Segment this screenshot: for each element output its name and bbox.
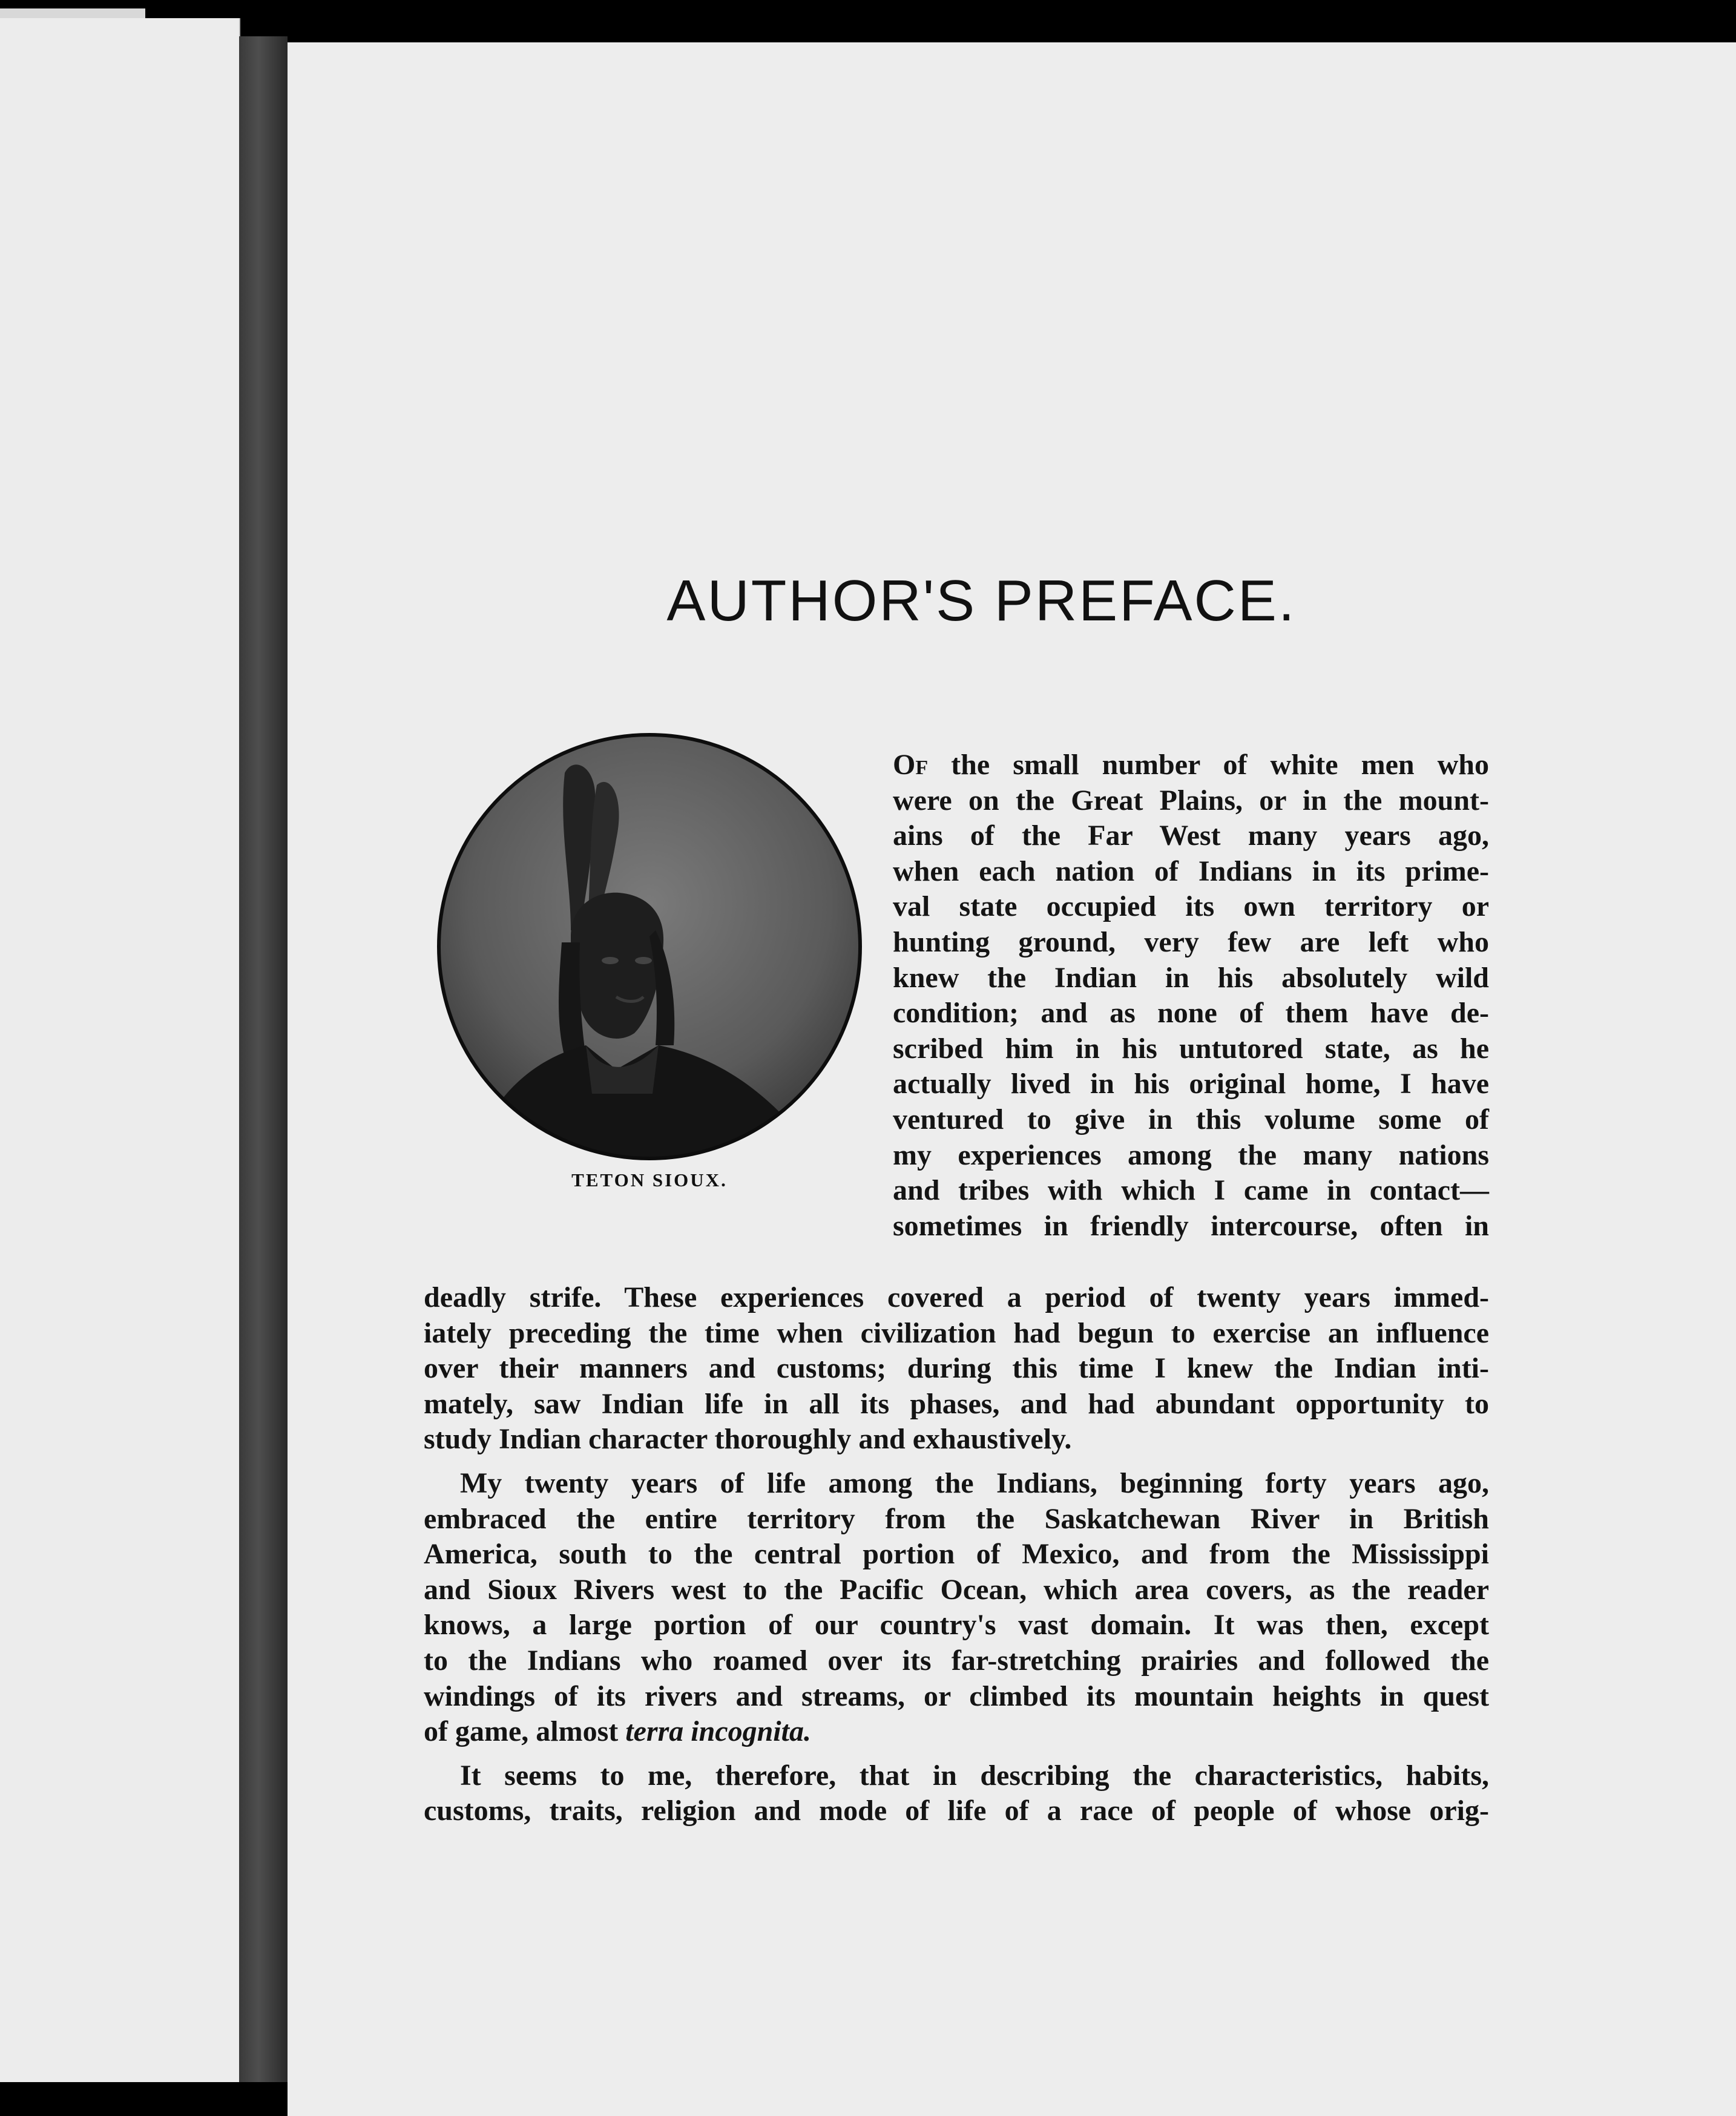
portrait-illustration (435, 731, 864, 1163)
text-line: to the Indians who roamed over its far-stretching prairies and followed the (424, 1644, 1489, 1677)
text-line: It seems to me, therefore, that in describing the characteristics, habits, (460, 1759, 1489, 1792)
text-line-rest: the small number of white men who (928, 749, 1489, 781)
text-line: scribed him in his untutored state, as he (893, 1032, 1489, 1065)
text-line: over their manners and customs; during this time I knew the Indian inti- (424, 1352, 1489, 1385)
text-line: embraced the entire territory from the Saskatchewan River in British (424, 1502, 1489, 1535)
drop-lead-word: Of (893, 749, 929, 781)
italic-phrase: terra incognita. (625, 1715, 811, 1748)
text-line: My twenty years of life among the Indians, beginning forty years ago, (460, 1467, 1489, 1499)
text-line (424, 1714, 1489, 1750)
text-line: hunting ground, very few are left who (893, 925, 1489, 958)
facing-page (0, 18, 240, 2082)
preface-wrapped-text (893, 748, 1489, 1244)
text-line-start: of game, almost (424, 1715, 626, 1748)
text-line: my experiences among the many nations (893, 1138, 1489, 1171)
text-line: ventured to give in this volume some of (893, 1103, 1489, 1135)
text-line: were on the Great Plains, or in the mount- (893, 784, 1489, 816)
text-line: condition; and as none of them have de- (893, 997, 1489, 1030)
text-line: knew the Indian in his absolutely wild (893, 961, 1489, 994)
text-line: deadly strife. These experiences covered a period of twenty years immed- (424, 1281, 1489, 1313)
text-line: iately preceding the time when civilization had begun to exercise an influence (424, 1316, 1489, 1349)
text-line: ains of the Far West many years ago, (893, 820, 1489, 852)
text-line: America, south to the central portion of Mexico, and from the Mississippi (424, 1538, 1489, 1571)
text-line: customs, traits, religion and mode of life of a race of people of whose orig- (424, 1795, 1489, 1827)
text-line: sometimes in friendly intercourse, often in (893, 1209, 1489, 1242)
preface-body-text (424, 1280, 1489, 1829)
text-line: mately, saw Indian life in all its phases, and had abundant opportunity to (424, 1387, 1489, 1420)
figure-caption: TETON SIOUX. (571, 1169, 728, 1191)
text-line: when each nation of Indians in its prime- (893, 855, 1489, 887)
text-line: windings of its rivers and streams, or climbed its mountain heights in quest (424, 1680, 1489, 1712)
text-line: actually lived in his original home, I have (893, 1068, 1489, 1100)
text-line: study Indian character thoroughly and exhaustively. (424, 1423, 1072, 1456)
book-gutter (239, 36, 288, 2082)
text-line: and Sioux Rivers west to the Pacific Ocean, which area covers, as the reader (424, 1573, 1489, 1606)
text-line: knows, a large portion of our country's vast domain. It was then, except (424, 1609, 1489, 1641)
portrait-medallion (435, 731, 864, 1163)
text-line (893, 748, 1489, 783)
text-line: val state occupied its own territory or (893, 890, 1489, 923)
page-title: AUTHOR'S PREFACE. (666, 568, 1297, 633)
book-page (288, 42, 1736, 2116)
text-line: and tribes with which I came in contact— (893, 1174, 1489, 1207)
